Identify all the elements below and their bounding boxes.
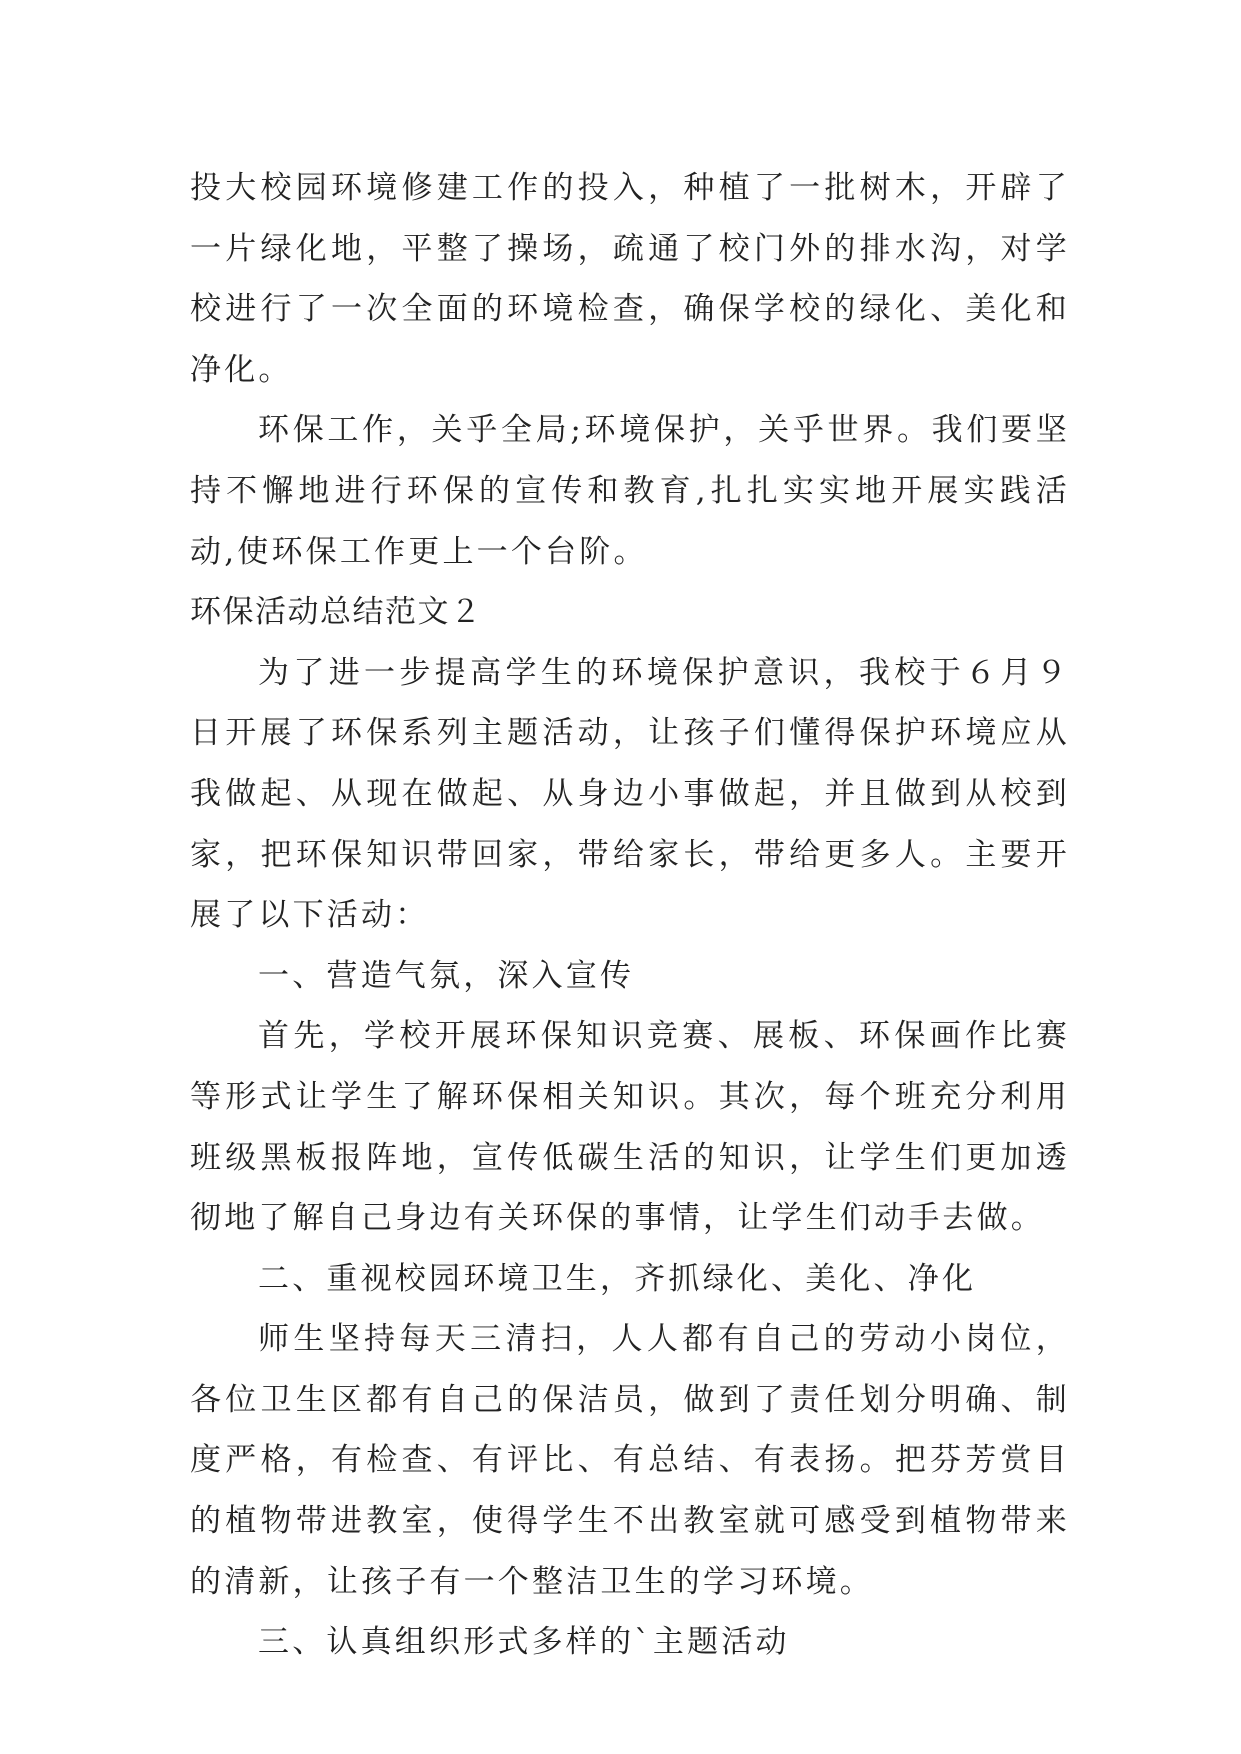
document-body [190, 158, 1070, 1673]
paragraph-closing: 环保工作，关乎全局;环境保护，关乎世界。我们要坚持不懈地进行环保的宣传和教育,扎扎实实地开展实践活动,使环保工作更上一个台阶。 [190, 412, 1070, 570]
paragraph-intro: 为了进一步提高学生的环境保护意识，我校于６月９日开展了环保系列主题活动，让孩子们懂得保护环境应从我做起、从现在做起、从身边小事做起，并且做到从校到家，把环保知识带回家，带给家长，带给更多人。主要开展了以下活动： [190, 654, 1070, 934]
subheading-one: 一、营造气氛，深入宣传 [258, 957, 635, 994]
paragraph-continuation: 投大校园环境修建工作的投入，种植了一批树木，开辟了一片绿化地，平整了操场，疏通了校门外的排水沟，对学校进行了一次全面的环境检查，确保学校的绿化、美化和净化。 [190, 170, 1070, 388]
paragraph-one: 首先，学校开展环保知识竞赛、展板、环保画作比赛等形式让学生了解环保相关知识。其次，每个班充分利用班级黑板报阵地，宣传低碳生活的知识，让学生们更加透彻地了解自己身边有关环保的事情，让学生们动手去做。 [190, 1018, 1070, 1237]
paragraph-two: 师生坚持每天三清扫，人人都有自己的劳动小岗位，各位卫生区都有自己的保洁员，做到了责任划分明确、制度严格，有检查、有评比、有总结、有表扬。把芬芳赏目的植物带进教室，使得学生不出教室就可感受到植物带来的清新，让孩子有一个整洁卫生的学习环境。 [190, 1321, 1070, 1600]
subheading-two: 二、重视校园环境卫生，齐抓绿化、美化、净化 [258, 1260, 977, 1297]
subheading-three: 三、认真组织形式多样的`主题活动 [258, 1624, 790, 1661]
section-title: 环保活动总结范文２ [190, 594, 483, 631]
